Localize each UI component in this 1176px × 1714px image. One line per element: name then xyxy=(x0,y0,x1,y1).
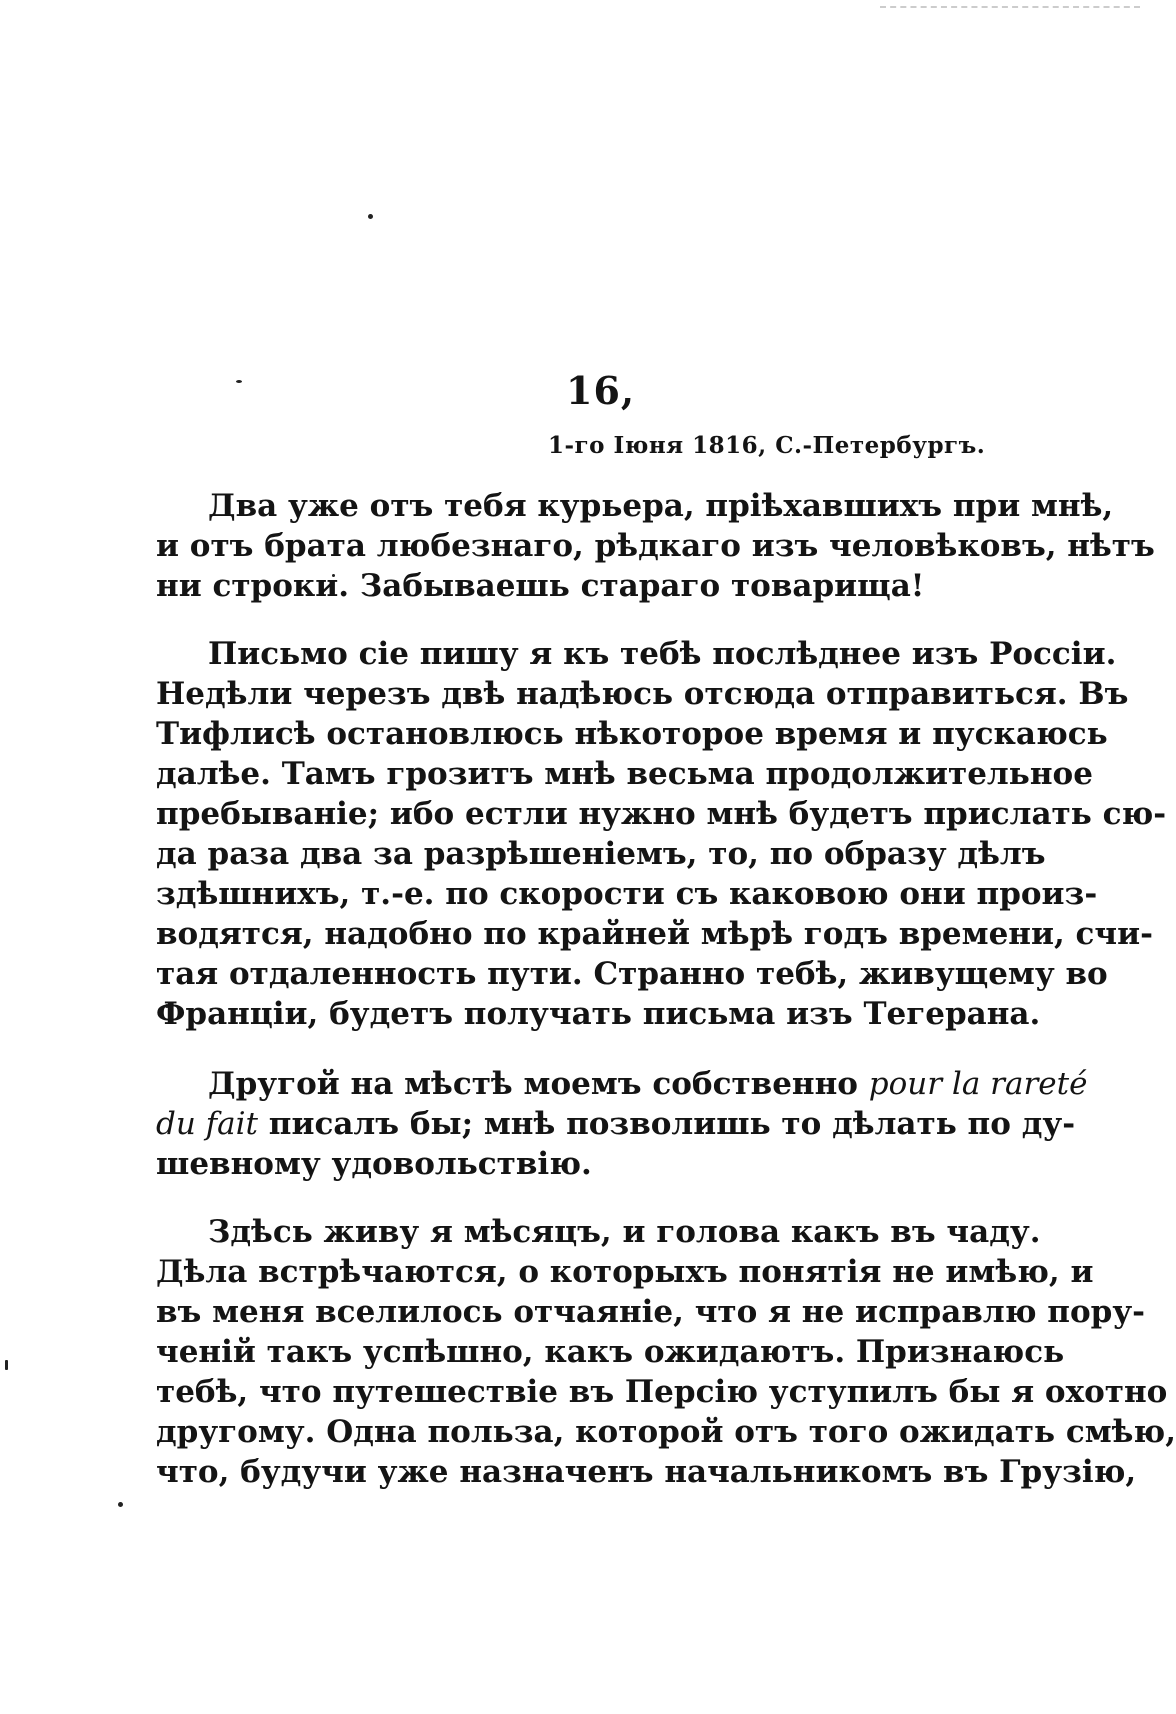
foreign-phrase: du fait xyxy=(156,1106,258,1142)
text-line xyxy=(156,1104,1076,1144)
text-line: ченiй такъ успѣшно, какъ ожидаютъ. Признаюсь xyxy=(156,1334,1065,1370)
print-speck xyxy=(368,214,373,219)
text-line: что, будучи уже назначенъ начальникомъ въ Грузiю, xyxy=(156,1454,1137,1490)
text-line: въ меня вселилось отчаянiе, что я не исправлю пору- xyxy=(156,1294,1146,1330)
letter-number: 16, xyxy=(566,368,636,413)
text-line: Здѣсь живу я мѣсяцъ, и голова какъ въ чаду. xyxy=(208,1214,1041,1250)
text-line: Недѣли черезъ двѣ надѣюсь отсюда отправиться. Въ xyxy=(156,676,1129,712)
paragraph-3 xyxy=(156,1064,1088,1184)
text-line: Францiи, будетъ получать письма изъ Тегерана. xyxy=(156,996,1041,1032)
print-speck xyxy=(5,1360,8,1370)
text-line: Тифлисѣ остановлюсь нѣкоторое время и пускаюсь xyxy=(156,716,1108,752)
print-speck xyxy=(236,380,242,383)
paragraph-2 xyxy=(156,634,1167,1034)
paragraph-4 xyxy=(156,1212,1176,1492)
text-run: Другой на мѣстѣ моемъ собственно xyxy=(208,1066,869,1102)
letter-dateline: 1-го Iюня 1816, С.-Петербургъ. xyxy=(548,432,986,459)
text-line: Дѣла встрѣчаются, о которыхъ понятiя не имѣю, и xyxy=(156,1254,1094,1290)
text-line: да раза два за разрѣшенiемъ, то, по образу дѣлъ xyxy=(156,836,1046,872)
text-line: пребыванiе; ибо естли нужно мнѣ будетъ прислать сю- xyxy=(156,796,1167,832)
text-line: и отъ брата любезнаго, рѣдкаго изъ человѣковъ, нѣтъ xyxy=(156,528,1155,564)
text-line: тая отдаленность пути. Странно тебѣ, живущему во xyxy=(156,956,1108,992)
text-line: тебѣ, что путешествiе въ Персiю уступилъ бы я охотно xyxy=(156,1374,1168,1410)
foreign-phrase: pour la rareté xyxy=(868,1066,1088,1102)
text-line: здѣшнихъ, т.-е. по скорости съ каковою они произ- xyxy=(156,876,1098,912)
print-speck xyxy=(118,1502,123,1507)
text-line: Письмо сiе пишу я къ тебѣ послѣднее изъ Россiи. xyxy=(208,636,1117,672)
text-line: далѣе. Тамъ грозитъ мнѣ весьма продолжительное xyxy=(156,756,1093,792)
text-line: водятся, надобно по крайней мѣрѣ годъ времени, счи- xyxy=(156,916,1153,952)
text-run: писалъ бы; мнѣ позволишь то дѣлать по ду- xyxy=(258,1106,1076,1142)
paragraph-1 xyxy=(156,486,1155,606)
text-line: другому. Одна польза, которой отъ того ожидать смѣю, xyxy=(156,1414,1176,1450)
text-line: Два уже отъ тебя курьера, прiѣхавшихъ при мнѣ, xyxy=(208,488,1114,524)
text-line: шевному удовольствiю. xyxy=(156,1146,592,1182)
text-line: ни строки. Забываешь стараго товарища! xyxy=(156,568,925,604)
scan-edge-mark xyxy=(880,6,1140,10)
text-line xyxy=(156,1064,1088,1104)
